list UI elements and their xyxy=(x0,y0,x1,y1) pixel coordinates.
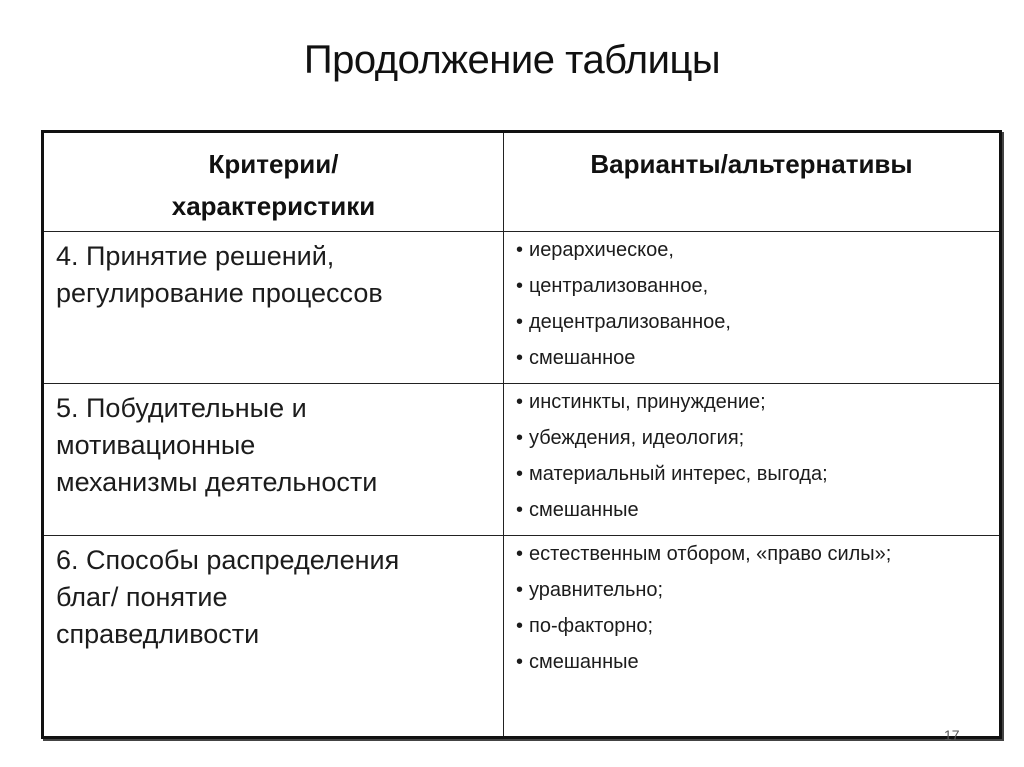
variants-list xyxy=(516,390,991,522)
variants-cell xyxy=(504,232,1001,384)
slide-title: Продолжение таблицы xyxy=(303,38,721,82)
variant-text: смешанное xyxy=(529,347,636,369)
bullet-icon: • xyxy=(516,499,524,521)
list-item xyxy=(516,462,991,486)
criteria-text: справедливости xyxy=(56,619,260,649)
list-item xyxy=(516,274,991,298)
list-item xyxy=(516,542,991,566)
list-item xyxy=(516,390,991,414)
bullet-icon: • xyxy=(516,311,524,333)
criteria-text: благ/ понятие xyxy=(56,582,228,612)
variant-text: материальный интерес, выгода; xyxy=(529,463,828,485)
criteria-text: мотивационные xyxy=(56,430,256,460)
criteria-cell xyxy=(43,232,504,384)
list-item xyxy=(516,498,991,522)
list-item xyxy=(516,346,991,370)
list-item xyxy=(516,650,991,674)
table-header-row xyxy=(43,132,1001,232)
table-row xyxy=(43,384,1001,536)
variants-list xyxy=(516,542,991,674)
variant-text: смешанные xyxy=(529,651,639,673)
list-item xyxy=(516,426,991,450)
criteria-text: механизмы деятельности xyxy=(56,467,378,497)
bullet-icon: • xyxy=(516,543,524,565)
variant-text: децентрализованное, xyxy=(529,311,731,333)
variant-text: смешанные xyxy=(529,499,639,521)
header-variants-label: Варианты/альтернативы xyxy=(590,149,913,179)
variant-text: инстинкты, принуждение; xyxy=(529,391,766,413)
variants-cell xyxy=(504,536,1001,738)
criteria-cell xyxy=(43,536,504,738)
bullet-icon: • xyxy=(516,651,524,673)
header-criteria-line1: Критерии/ xyxy=(208,149,339,179)
variant-text: уравнительно; xyxy=(529,579,664,601)
criteria-cell xyxy=(43,384,504,536)
page-number: 17 xyxy=(944,727,960,743)
bullet-icon: • xyxy=(516,615,524,637)
bullet-icon: • xyxy=(516,391,524,413)
criteria-text: регулирование процессов xyxy=(56,278,383,308)
bullet-icon: • xyxy=(516,463,524,485)
variant-text: иерархическое, xyxy=(529,239,674,261)
bullet-icon: • xyxy=(516,239,524,261)
bullet-icon: • xyxy=(516,579,524,601)
variants-cell xyxy=(504,384,1001,536)
variant-text: централизованное, xyxy=(529,275,709,297)
variant-text: естественным отбором, «право силы»; xyxy=(529,543,892,565)
list-item xyxy=(516,578,991,602)
variant-text: по-факторно; xyxy=(529,615,654,637)
criteria-text: 5. Побудительные и xyxy=(56,393,307,423)
bullet-icon: • xyxy=(516,427,524,449)
header-criteria-line2: характеристики xyxy=(171,191,376,221)
criteria-text: 6. Способы распределения xyxy=(56,545,400,575)
table-row xyxy=(43,536,1001,738)
variants-list xyxy=(516,238,991,370)
bullet-icon: • xyxy=(516,275,524,297)
list-item xyxy=(516,238,991,262)
criteria-text: 4. Принятие решений, xyxy=(56,241,335,271)
header-criteria-cell xyxy=(43,132,504,232)
table-row xyxy=(43,232,1001,384)
list-item xyxy=(516,614,991,638)
variant-text: убеждения, идеология; xyxy=(529,427,745,449)
criteria-table xyxy=(41,130,1002,739)
header-variants-cell xyxy=(504,132,1001,232)
list-item xyxy=(516,310,991,334)
bullet-icon: • xyxy=(516,347,524,369)
